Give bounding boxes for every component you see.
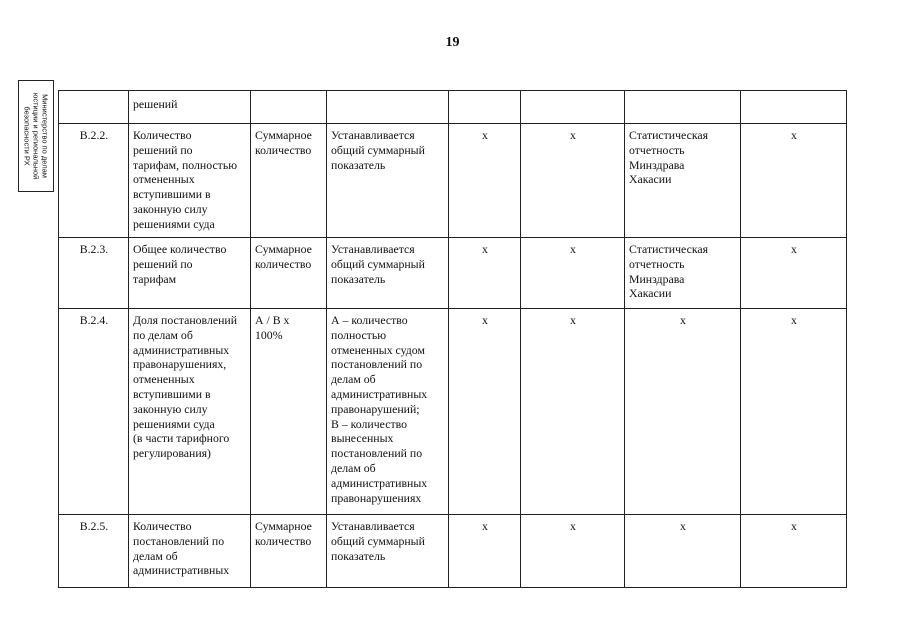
indicator-col8: x bbox=[741, 515, 847, 588]
stamp-text: Министерство по делам юстиции и региональной безопасности РХ bbox=[22, 92, 50, 180]
indicator-formula: Суммарное количество bbox=[251, 124, 327, 238]
indicator-col8: x bbox=[741, 238, 847, 309]
indicator-name: Общее количество решений по тарифам bbox=[129, 238, 251, 309]
indicator-method bbox=[327, 91, 449, 124]
indicator-code: В.2.5. bbox=[59, 515, 129, 588]
indicator-col8: x bbox=[741, 309, 847, 515]
indicator-col6: x bbox=[521, 238, 625, 309]
indicator-code: В.2.3. bbox=[59, 238, 129, 309]
indicator-col6: x bbox=[521, 515, 625, 588]
indicator-name: решений bbox=[129, 91, 251, 124]
page-number: 19 bbox=[445, 35, 460, 50]
indicator-code: В.2.4. bbox=[59, 309, 129, 515]
indicator-name: Количество решений по тарифам, полностью отмененных вступившими в законную силу решениями суда bbox=[129, 124, 251, 238]
indicator-source: x bbox=[625, 309, 741, 515]
indicator-formula: А / В x 100% bbox=[251, 309, 327, 515]
indicators-table bbox=[58, 90, 847, 588]
table-row bbox=[59, 91, 847, 124]
table-row bbox=[59, 515, 847, 588]
table-row bbox=[59, 124, 847, 238]
indicator-source: Статистическая отчетность Минздрава Хакасии bbox=[625, 124, 741, 238]
indicator-col5: x bbox=[449, 309, 521, 515]
indicator-code: В.2.2. bbox=[59, 124, 129, 238]
indicator-source: Статистическая отчетность Минздрава Хакасии bbox=[625, 238, 741, 309]
table-row bbox=[59, 238, 847, 309]
indicator-formula: Суммарное количество bbox=[251, 238, 327, 309]
indicator-col5: x bbox=[449, 515, 521, 588]
indicator-name: Доля постановлений по делам об административных правонарушениях, отмененных вступившими в законную силу решениями суда (в части тарифного регулирования) bbox=[129, 309, 251, 515]
table-row bbox=[59, 309, 847, 515]
indicator-col5 bbox=[449, 91, 521, 124]
indicator-col5: x bbox=[449, 124, 521, 238]
indicator-method: Устанавливается общий суммарный показатель bbox=[327, 515, 449, 588]
indicator-method: Устанавливается общий суммарный показатель bbox=[327, 238, 449, 309]
indicator-col6 bbox=[521, 91, 625, 124]
indicator-col8 bbox=[741, 91, 847, 124]
indicator-col5: x bbox=[449, 238, 521, 309]
indicator-formula bbox=[251, 91, 327, 124]
indicator-source bbox=[625, 91, 741, 124]
indicator-name: Количество постановлений по делам об административных bbox=[129, 515, 251, 588]
ministry-stamp bbox=[18, 80, 54, 192]
indicator-method: Устанавливается общий суммарный показатель bbox=[327, 124, 449, 238]
indicator-source: x bbox=[625, 515, 741, 588]
indicator-code bbox=[59, 91, 129, 124]
indicator-method: А – количество полностью отмененных судом постановлений по делам об административных правонарушений; В – количество вынесенных постановлений по делам об административных правонарушениях bbox=[327, 309, 449, 515]
indicator-col6: x bbox=[521, 124, 625, 238]
indicator-formula: Суммарное количество bbox=[251, 515, 327, 588]
indicator-col6: x bbox=[521, 309, 625, 515]
indicator-col8: x bbox=[741, 124, 847, 238]
